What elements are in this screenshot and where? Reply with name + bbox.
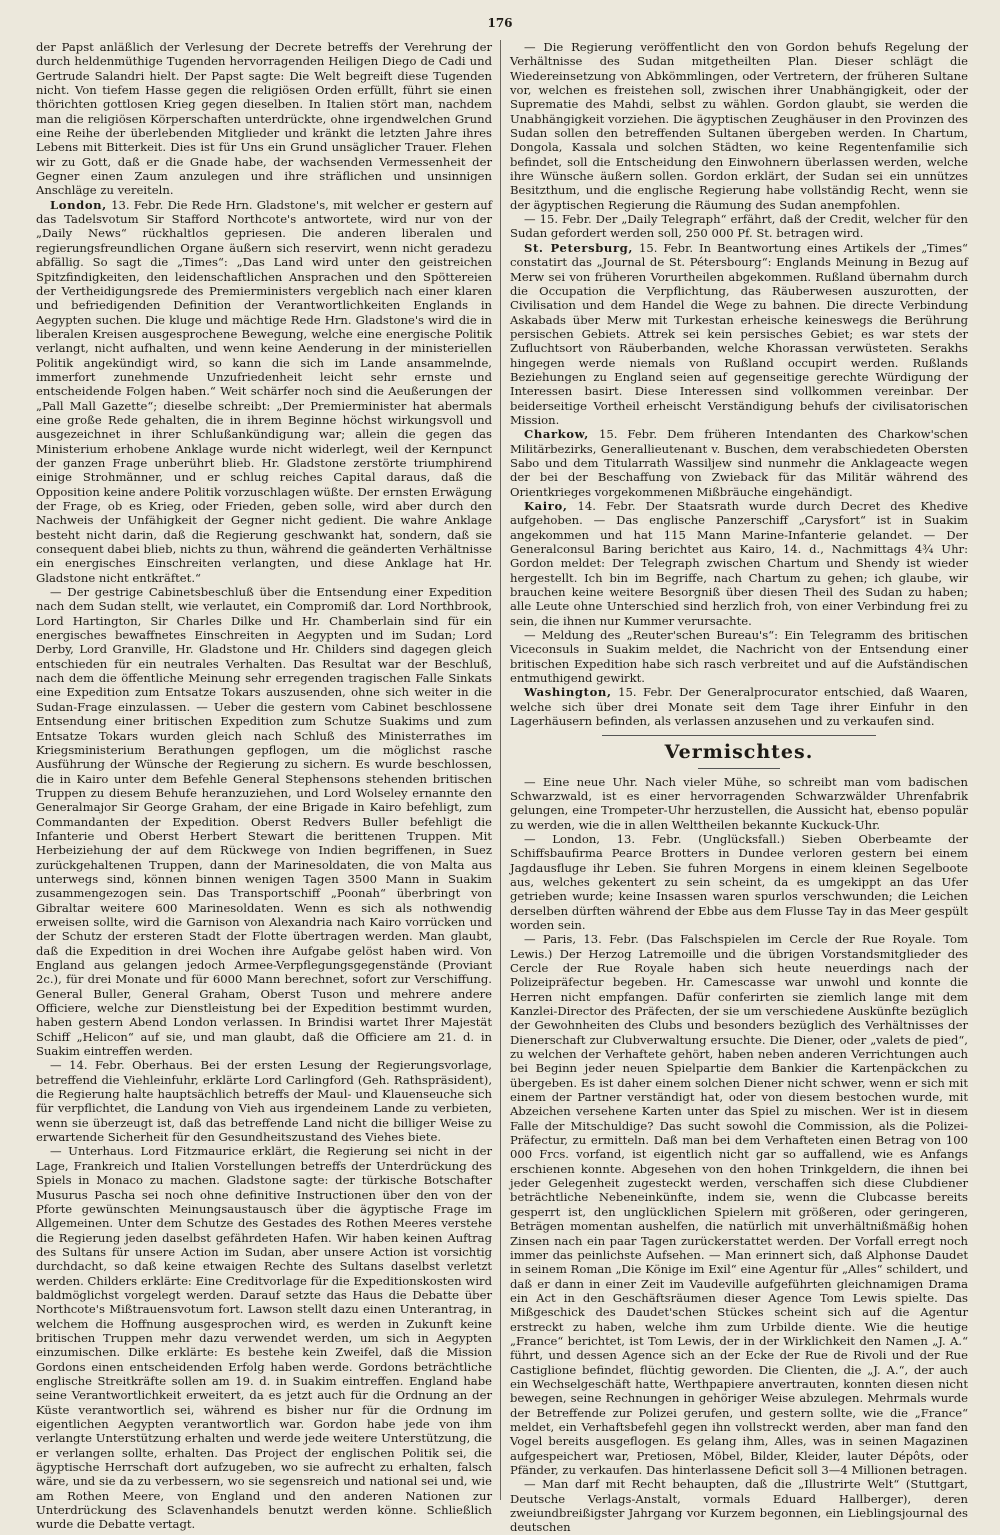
article-paragraph: — Paris, 13. Febr. (Das Falschspielen im Cercle der Rue Royale. Tom Lewis.) Der Herzog Latremoille und die übrigen Vorstandsmitglieder des Cercle der Rue Royale haben sich heute neuerdings nach der Polizeipräfectur begeben. Hr. Camescasse war unwohl und konnte die Herren nicht empfangen. Dafür conferirten sie ziemlich lange mit dem Kanzlei-Director des Präfecten, der sie um verschiedene Auskünfte bezüglich der Gewohnheiten des Clubs und besonders bezüglich des Verhältnisses der Dienerschaft zur Clubverwaltung ersuchte. Die Diener, oder „valets de pied“, zu welchen der Verhaftete gehört, haben neben anderen Verrichtungen auch bei Beginn jeder neuen Spielpartie dem Bankier die Kartenpäckchen zu übergeben. Es ist daher einem solchen Diener nicht schwer, wenn er sich mit einem der Partner verständigt hat, oder von diesem bestochen wurde, mit Abzeichen versehene Karten unter das Spiel zu mischen. Wer ist in diesem Falle der Mitschuldige? Das sucht sowohl die Commission, als die Polizei-Präfectur, zu ermitteln. Daß man bei dem Verhafteten einen Betrag von 100 000 Frcs. vorfand, ist eigentlich nicht gar so auffallend, wie es Anfangs erschienen konnte. Abgesehen von den hohen Trinkgeldern, die ihnen bei jeder Gelegenheit zugesteckt werden, verschaffen sich diese Clubdiener beträchtliche Nebeneinkünfte, indem sie, wenn die Clubcasse bereits gesperrt ist, den unglücklichen Spielern mit größeren, oder geringeren, Beträgen momentan aushelfen, die natürlich mit unverhältnißmäßig hohen Zinsen nach ein paar Tagen zurückerstattet werden. Der Vorfall erregt noch immer das peinlichste Aufsehen. — Man erinnert sich, daß Alphonse Daudet in seinem Roman „Die Könige im Exil“ eine Agentur für „Alles“ schildert, und daß er dann in einer Zeit im Vaudeville aufgeführten gleichnamigen Drama ein Act in den Geschäftsräumen dieser Agence Tom Lewis spielte. Das Mißgeschick des Daudet'schen Stückes scheint sich auf die Agentur erstreckt zu haben, welche ihm zum Urbilde diente. Wie die heutige „France“ berichtet, ist Tom Lewis, der in der Wirklichkeit den Namen „J. A.“ führt, und dessen Agence sich an der Ecke der Rue de Rivoli und der Rue Castiglione befindet, flüchtig geworden. Die Clienten, die „J. A.“, der auch ein Wechselgeschäft hatte, Werthpapiere anvertrauten, konnten diesen nicht bewegen, seine Rechnungen in gehöriger Weise abzulegen. Mehrmals wurde der Betreffende zur Polizei gerufen, und gestern sollte, wie die „France“ meldet, ein Verhaftsbefehl gegen ihn vollstreckt werden, aber man fand den Vogel bereits ausgeflogen. Es gelang ihm, Alles, was in seinen Magazinen aufgespeichert war, Pretiosen, Möbel, Bilder, Kleider, lauter Dépôts, oder Pfänder, zu verkaufen. Das hinterlassene Deficit soll 3—4 Millionen betragen. (510, 932, 968, 1477)
article-paragraph: — Der gestrige Cabinetsbeschluß über die Entsendung einer Expedition nach dem Sudan stellt, wie verlautet, ein Compromiß dar. Lord Northbrook, Lord Hartington, Sir Charles Dilke und Hr. Chamberlain sind für ein energisches bewaffnetes Einschreiten in Aegypten und im Sudan; Lord Derby, Lord Granville, Hr. Gladstone und Hr. Childers sind dagegen gleich entschieden für ein neutrales Verhalten. Das Resultat war der Beschluß, nach dem die öffentliche Meinung sehr erregenden tragischen Falle Sinkats eine Expedition zum Entsatze Tokars auszusenden, ohne sich weiter in die Sudan-Frage einzulassen. — Ueber die gestern vom Cabinet beschlossene Entsendung einer britischen Expedition zum Schutze Suakims und zum Entsatze Tokars wurden gleich nach Schluß des Ministerrathes im Kriegsministerium Berathungen gepflogen, um die möglichst rasche Ausführung der Wünsche der Regierung zu sichern. Es wurde beschlossen, die in Kairo unter dem Befehle General Stephensons stehenden britischen Truppen zu diesem Behufe heranzuziehen, und Lord Wolseley ernannte den Generalmajor Sir George Graham, der eine Brigade in Kairo befehligt, zum Commandanten der Expedition. Oberst Redvers Buller befehligt die Infanterie und Oberst Herbert Stewart die berittenen Truppen. Mit Herbeiziehung der auf dem Rückwege von Indien begriffenen, in Suez zurückgehaltenen Truppen, dann der Marinesoldaten, die von Malta aus unterwegs sind, können binnen wenigen Tagen 3500 Mann in Suakim zusammengezogen sein. Das Transportschiff „Poonah“ überbringt von Gibraltar weitere 600 Marinesoldaten. Wenn es sich als nothwendig erweisen sollte, wird die Garnison von Alexandria nach Kairo vorrücken und der Schutz der ersteren Stadt der Flotte übertragen werden. Man glaubt, daß die Expedition in drei Wochen ihre Aufgabe gelöst haben wird. Von England aus gelangen jedoch Armee-Verpflegungsgegenstände (Proviant 2c.), für drei Monate und für 6000 Mann berechnet, sofort zur Verschiffung. General Buller, General Graham, Oberst Tuson und mehrere andere Officiere, welche zur Dienstleistung bei der Expedition bestimmt wurden, haben gestern Abend London verlassen. In Brindisi wartet Ihrer Majestät Schiff „Helicon“ auf sie, und man glaubt, daß die Officiere am 21. d. in Suakim eintreffen werden. (36, 585, 492, 1059)
dateline-place: London, (50, 197, 107, 212)
section-divider (602, 735, 877, 736)
article-paragraph: — Meldung des „Reuter'schen Bureau's“: Ein Telegramm des britischen Viceconsuls in Suakim meldet, die Nachricht von der Entsendung einer britischen Expedition habe sich rasch verbreitet und auf die Aufständischen entmuthigend gewirkt. (510, 628, 968, 686)
article-paragraph: der Papst anläßlich der Verlesung der Decrete betreffs der Verehrung der durch heldenmüthige Tugenden hervorragenden Heiligen Diego de Cadi und Gertrude Salandri hielt. Der Papst sagte: Die Welt begreift diese Tugenden nicht. Von tiefem Hasse gegen die religiösen Orden erfüllt, führt sie einen thörichten gottlosen Krieg gegen dieselben. In Italien stört man, nachdem man die religiösen Körperschaften unterdrückte, ohne irgendwelchen Grund eine Reihe der überlebenden Mitglieder und kränkt die letzten Jahre ihres Lebens mit Bitterkeit. Dies ist für Uns ein Grund unsäglicher Trauer. Flehen wir zu Gott, daß er die Gnade habe, der wachsenden Vermessenheit der Gegner einen Zaum anzulegen und ihre sträflichen und unsinnigen Anschläge zu vereiteln. (36, 40, 492, 198)
column-divider (500, 40, 501, 1500)
left-column (36, 40, 493, 1532)
heading-underline (698, 768, 780, 769)
right-column (510, 40, 969, 1535)
article-paragraph (36, 198, 492, 585)
article-paragraph (510, 241, 968, 427)
article-paragraph: — Die Regierung veröffentlicht den von Gordon behufs Regelung der Verhältnisse des Sudan mitgetheilten Plan. Dieser schlägt die Wiedereinsetzung von Abkömmlingen, oder Vertretern, der früheren Sultane vor, welchen es freistehen soll, zwischen ihrer Unabhängigkeit, oder der Suprematie des Mahdi, selbst zu wählen. Gordon glaubt, sie werden die Unabhängigkeit vorziehen. Die ägyptischen Zeughäuser in den Provinzen des Sudan sollen den betreffenden Sultanen übergeben werden. In Chartum, Dongola, Kassala und solchen Städten, wo keine Regentenfamilie sich befindet, soll die Entscheidung den Einwohnern überlassen werden, welche ihre Wünsche äußern sollen. Gordon erklärt, der Sudan sei ein unnützes Besitzthum, und die englische Regierung habe vollständig Recht, wenn sie der ägyptischen Regierung die Räumung des Sudan anempfohlen. (510, 40, 968, 212)
article-paragraph: — 15. Febr. Der „Daily Telegraph“ erfährt, daß der Credit, welcher für den Sudan gefordert werden soll, 250 000 Pf. St. betragen wird. (510, 212, 968, 241)
article-text: 13. Febr. Die Rede Hrn. Gladstone's, mit welcher er gestern auf das Tadelsvotum Sir Stafford Northcote's antwortete, wird nur von der „Daily News“ rückhaltlos gepriesen. Die anderen liberalen und regierungsfreundlichen Organe äußern sich reservirt, wenn nicht geradezu abfällig. So sagt die „Times“: „Das Land wird unter den geistreichen Spitzfindigkeiten, den leidenschaftlichen Ansprachen und den Spöttereien der Vertheidigungsrede des Premierministers vergeblich nach einer klaren und befriedigenden Definition der Verantwortlichkeiten Englands in Aegypten suchen. Die kluge und mächtige Rede Hrn. Gladstone's wird die in liberalen Kreisen ausgesprochene Bewegung, welche eine energische Politik verlangt, nicht aufhalten, und wenn keine Aenderung in der ministeriellen Politik angekündigt wird, so kann die sich im Lande ansammelnde, immerfort zunehmende Unzufriedenheit leicht sehr ernste und entscheidende Folgen haben.“ Weit schärfer noch sind die Aeußerungen der „Pall Mall Gazette“; dieselbe schreibt: „Der Premierminister hat abermals eine große Rede gehalten, die in ihrem Beginne höchst wirkungsvoll und ausgezeichnet in ihrer Schlußankündigung war; allein die gegen das Ministerium erhobene Anklage wurde nicht widerlegt, weil der Kernpunct der ganzen Frage unberührt blieb. Hr. Gladstone zerstörte triumphirend einige Strohmänner, und er schlug reiches Capital daraus, daß die Opposition keine andere Politik vorzuschlagen wüßte. Der ernsten Erwägung der Frage, ob es Krieg, oder Frieden, geben solle, wird aber durch den Nachweis der Unfähigkeit der Gegner nicht gedient. Die wahre Anklage besteht nicht darin, daß die Regierung geschwankt hat, sondern, daß sie consequent dabei blieb, nichts zu thun, während die geänderten Verhältnisse ein energisches Einschreiten verlangten, und diese Anklage hat Hr. Gladstone nicht entkräftet.“ (36, 197, 493, 585)
section-heading: Vermischtes. (664, 740, 814, 763)
article-paragraph (510, 499, 968, 628)
article-paragraph: — 14. Febr. Oberhaus. Bei der ersten Lesung der Regierungsvorlage, betreffend die Viehleinfuhr, erklärte Lord Carlingford (Geh. Rathspräsident), die Regierung halte hauptsächlich betreffs der Maul- und Klauenseuche sich für verpflichtet, die Landung von Vieh aus irgendeinem Lande zu verbieten, wenn sie überzeugt ist, daß das betreffende Land nicht die billiger Weise zu erwartende Sicherheit für den Gesundheitszustand des Viehes biete. (36, 1058, 492, 1145)
article-text: 15. Febr. In Beantwortung eines Artikels der „Times“ constatirt das „Journal de St. Pétersbourg“: Englands Meinung in Bezug auf Merw sei von früheren Vorurtheilen abgekommen. Rußland übernahm durch die Occupation die Verpflichtung, das Räuberwesen auszurotten, der Civilisation und dem Handel die Wege zu bahnen. Die directe Verbindung Askabads über Merw mit Turkestan erheische keineswegs die Berührung persischen Gebiets. Attrek sei kein persisches Gebiet; es war stets der Zufluchtsort von Räuberbanden, welche Khorassan verwüsteten. Serakhs hingegen werde niemals von Rußland occupirt werden. Rußlands Beziehungen zu England seien auf gegenseitige gerechte Würdigung der Interessen basirt. Diese Interessen sind vollkommen vereinbar. Der beiderseitige Vortheil erheischt Verständigung behufs der civilisatorischen Mission. (510, 240, 968, 427)
article-paragraph (510, 685, 968, 728)
article-paragraph: — London, 13. Febr. (Unglücksfall.) Sieben Oberbeamte der Schiffsbaufirma Pearce Brotters in Dundee verloren gestern bei einem Jagdausfluge ihr Leben. Sie fuhren Morgens in einem kleinen Segelboote aus, welches gekentert zu sein scheint, da es umgekippt an das Ufer getrieben wurde; keine Insassen waren spurlos verschwunden; die Leichen derselben dürften während der Ebbe aus dem Flusse Tay in das Meer gespült worden sein. (510, 831, 968, 932)
article-text: 15. Febr. Dem früheren Intendanten des Charkow'schen Militärbezirks, Generallieutenant v. Buschen, dem verabschiedeten Obersten Sabo und dem Titularrath Wassiljew sind nunmehr die Anklageacte wegen der bei der Beschaffung von Zwieback für das Militär während des Orientkrieges vorgekommenen Mißbräuche eingehändigt. (510, 427, 969, 499)
dateline-place: Washington, (524, 685, 612, 700)
dateline-place: Charkow, (524, 427, 589, 442)
article-text: 15. Febr. Der Generalprocurator entschied, daß Waaren, welche sich über drei Monate seit dem Tage ihrer Einfuhr in den Lagerhäusern befinden, als verlassen anzusehen und zu verkaufen sind. (510, 685, 968, 729)
article-paragraph (510, 427, 968, 499)
dateline-place: St. Petersburg, (524, 240, 634, 255)
dateline-place: Kairo, (524, 499, 568, 513)
page-number: 176 (487, 16, 513, 30)
article-text: 14. Febr. Der Staatsrath wurde durch Decret des Khedive aufgehoben. — Das englische Panzerschiff „Carysfort“ ist in Suakim angekommen und hat 115 Mann Marine-Infanterie gelandet. — Der Generalconsul Baring berichtet aus Kairo, 14. d., Nachmittags 4¾ Uhr: Gordon meldet: Der Telegraph zwischen Chartum und Shendy ist wieder hergestellt. Ich bin im Begriffe, nach Chartum zu gehen; ich glaube, wir brauchen keine weitere Besorgniß über diesen Theil des Sudan zu haben; alle Leute ohne Unterschied sind herzlich froh, von einer Verbindung frei zu sein, die ihnen nur Kummer verursachte. (510, 499, 969, 628)
article-paragraph: — Unterhaus. Lord Fitzmaurice erklärt, die Regierung sei nicht in der Lage, Frankreich und Italien Vorstellungen betreffs der Unterdrückung des Spiels in Monaco zu machen. Gladstone sagte: der türkische Botschafter Musurus Pascha sei noch ohne definitive Instructionen über den von der Pforte gewünschten Meinungsaustausch über die ägyptische Frage im Allgemeinen. Unter dem Schutze des Gestades des Rothen Meeres verstehe die Regierung jeden daselbst gefährdeten Hafen. Wir haben keinen Auftrag des Sultans für unsere Action im Sudan, aber unsere Action ist vorsichtig durchdacht, so daß keine etwaigen Rechte des Sultans daselbst verletzt werden. Childers erklärte: Eine Creditvorlage für die Expeditionskosten wird baldmöglichst vorgelegt werden. Darauf setzte das Haus die Debatte über Northcote's Mißtrauensvotum fort. Lawson stellt dazu einen Unterantrag, in welchem die Hoffnung ausgesprochen wird, es werden in Zukunft keine britischen Truppen mehr dazu verwendet werden, um sich in Aegypten einzumischen. Dilke erklärte: Es bestehe kein Zweifel, daß die Mission Gordons einen entscheidenden Erfolg haben werde. Gordons beträchtliche englische Streitkräfte sollen am 19. d. in Suakim eintreffen. England habe seine Verantwortlichkeit erweitert, da es jetzt auch für die Ordnung an der Küste verantwortlich sei, während es bisher nur für die Ordnung im eigentlichen Aegypten verantwortlich war. Gordon habe jede von ihm verlangte Unterstützung erhalten und werde jede weitere Unterstützung, die er verlangen sollte, erhalten. Das Project der englischen Politik sei, die ägyptische Herrschaft dort aufzugeben, wo sie aufrecht zu erhalten, falsch wäre, und sie da zu verbessern, wo sie segensreich und national sei und, wie am Rothen Meere, von England und den anderen Nationen zur Unterdrückung des Sclavenhandels benutzt werden könne. Schließlich wurde die Debatte vertagt. (36, 1144, 492, 1532)
article-paragraph: — Eine neue Uhr. Nach vieler Mühe, so schreibt man vom badischen Schwarzwald, ist es einer hervorragenden Schwarzwälder Uhrenfabrik gelungen, eine Trompeter-Uhr herzustellen, die Aussicht hat, ebenso populär zu werden, wie die in allen Welttheilen bekannte Kuckuck-Uhr. (510, 774, 968, 832)
article-paragraph: — Man darf mit Recht behaupten, daß die „Illustrirte Welt“ (Stuttgart, Deutsche Verlags-Anstalt, vormals Eduard Hallberger), deren zweiundbreißigster Jahrgang vor Kurzem begonnen, ein Lieblingsjournal des deutschen (510, 1477, 968, 1535)
